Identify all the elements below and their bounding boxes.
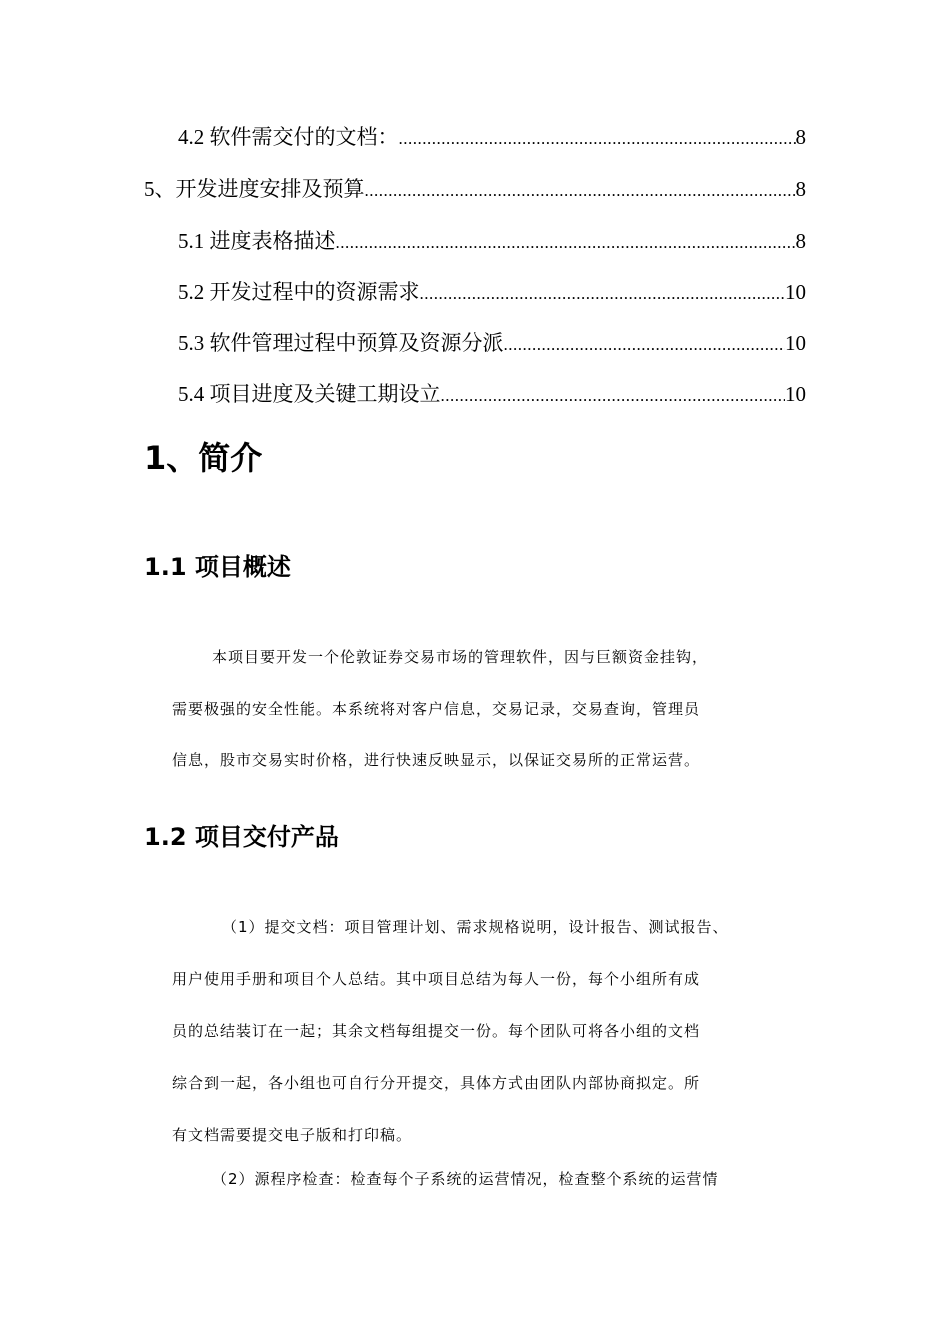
toc-entry-title: 5、开发进度安排及预算 <box>144 177 365 201</box>
toc-entry-title: 4.2 软件需交付的文档： <box>178 125 399 149</box>
toc-entry-title: 5.3 软件管理过程中预算及资源分派 <box>178 331 504 355</box>
toc-page-number: 10 <box>785 382 806 406</box>
paragraph-line: 需要极强的安全性能。本系统将对客户信息，交易记录，交易查询，管理员 <box>172 700 701 718</box>
toc-entry-title: 5.1 进度表格描述 <box>178 229 336 253</box>
toc-page-number: 10 <box>785 331 806 355</box>
toc-entry-title: 5.2 开发过程中的资源需求 <box>178 280 420 304</box>
toc-entry-5-1[interactable] <box>178 228 806 256</box>
paragraph-line: 信息，股市交易实时价格，进行快速反映显示，以保证交易所的正常运营。 <box>172 751 701 769</box>
toc-entry-4-2[interactable] <box>178 124 806 152</box>
toc-dot-leader <box>504 332 786 358</box>
toc-dot-leader <box>336 230 796 256</box>
toc-dot-leader <box>365 178 796 204</box>
deliverables-item-1-paragraph <box>172 916 822 1156</box>
paragraph-line: （1）提交文档：项目管理计划、需求规格说明，设计报告、测试报告、 <box>222 918 729 936</box>
toc-entry-5[interactable] <box>144 176 806 204</box>
paragraph-line: 本项目要开发一个伦敦证券交易市场的管理软件，因与巨额资金挂钩， <box>212 648 709 666</box>
deliverables-item-2-paragraph <box>172 1168 822 1198</box>
paragraph-line: 有文档需要提交电子版和打印稿。 <box>172 1126 413 1144</box>
toc-page-number: 10 <box>785 280 806 304</box>
paragraph-line: 用户使用手册和项目个人总结。其中项目总结为每人一份，每个小组所有成 <box>172 970 701 988</box>
paragraph-line: （2）源程序检查：检查每个子系统的运营情况，检查整个系统的运营情 <box>212 1170 719 1188</box>
paragraph-line: 综合到一起，各小组也可自行分开提交，具体方式由团队内部协商拟定。所 <box>172 1074 701 1092</box>
toc-page-number: 8 <box>795 229 806 253</box>
toc-entry-title: 5.4 项目进度及关键工期设立 <box>178 382 441 406</box>
toc-dot-leader <box>441 383 786 409</box>
paragraph-line: 员的总结装订在一起；其余文档每组提交一份。每个团队可将各小组的文档 <box>172 1022 701 1040</box>
toc-dot-leader <box>399 126 796 152</box>
toc-page-number: 8 <box>795 177 806 201</box>
toc-entry-5-4[interactable] <box>178 381 806 409</box>
toc-page-number: 8 <box>795 125 806 149</box>
toc-entry-5-3[interactable] <box>178 330 806 358</box>
toc-entry-5-2[interactable] <box>178 279 806 307</box>
project-overview-paragraph <box>172 646 822 776</box>
section-heading-introduction: 1、简介 <box>144 439 263 477</box>
toc-dot-leader <box>420 281 786 307</box>
section-heading-project-overview: 1.1 项目概述 <box>144 553 291 581</box>
section-heading-deliverables: 1.2 项目交付产品 <box>144 823 339 851</box>
